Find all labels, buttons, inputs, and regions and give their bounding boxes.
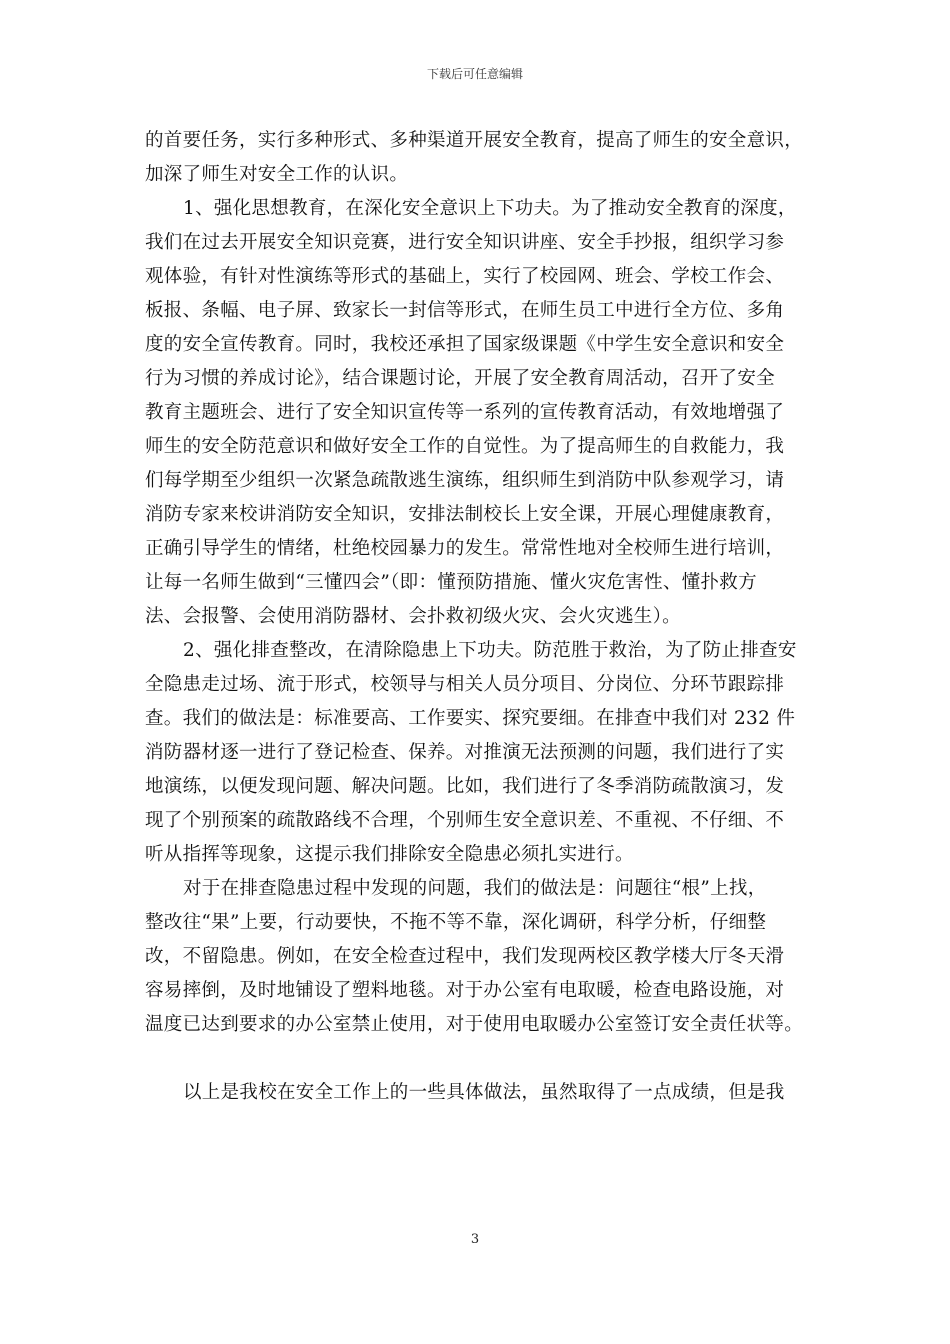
text-line: 教育主题班会、进行了安全知识宣传等一系列的宣传教育活动，有效地增强了 [145,402,785,423]
text-line: 现了个别预案的疏散路线不合理，个别师生安全意识差、不重视、不仔细、不 [145,810,785,831]
text-line: 消防器材逐一进行了登记检查、保养。对推演无法预测的问题，我们进行了实 [145,742,785,763]
paragraph-spacer [145,1042,810,1076]
paragraph-4 [145,872,810,1042]
text-line: 2、强化排查整改，在清除隐患上下功夫。防范胜于救治，为了防止排查安 [183,640,797,661]
page-header: 下载后可任意编辑 [426,67,523,81]
text-line: 观体验，有针对性演练等形式的基础上，实行了校园网、班会、学校工作会、 [145,266,785,287]
text-line: 整改往“果”上要，行动要快，不拖不等不靠，深化调研，科学分析，仔细整 [145,912,767,933]
paragraph-5 [145,1076,810,1110]
text-line: 的首要任务，实行多种形式、多种渠道开展安全教育，提高了师生的安全意识， [145,130,804,151]
paragraph-3 [145,634,810,872]
text-line: 行为习惯的养成讨论》，结合课题讨论，开展了安全教育周活动，召开了安全 [145,368,775,389]
text-line: 对于在排查隐患过程中发现的问题，我们的做法是：问题往“根”上找， [183,878,767,899]
text-line: 法、会报警、会使用消防器材、会扑救初级火灾、会火灾逃生）。 [145,606,681,627]
text-line: 消防专家来校讲消防安全知识，安排法制校长上安全课，开展心理健康教育， [145,504,785,525]
document-body [145,124,810,1110]
text-line: 板报、条幅、电子屏、致家长一封信等形式，在师生员工中进行全方位、多角 [145,300,785,321]
paragraph-1 [145,124,810,192]
text-line: 温度已达到要求的办公室禁止使用，对于使用电取暖办公室签订安全责任状等。 [145,1014,804,1035]
text-line: 1、强化思想教育，在深化安全意识上下功夫。为了推动安全教育的深度， [183,198,797,219]
text-line: 容易摔倒，及时地铺设了塑料地毯。对于办公室有电取暖，检查电路设施，对 [145,980,785,1001]
page-number: 3 [470,1232,480,1247]
text-line: 让每一名师生做到“三懂四会”（即：懂预防措施、懂火灾危害性、懂扑救方 [145,572,757,593]
text-line: 听从指挥等现象，这提示我们排除安全隐患必须扎实进行。 [145,844,634,865]
text-line: 们每学期至少组织一次紧急疏散逃生演练，组织师生到消防中队参观学习，请 [145,470,785,491]
text-line: 正确引导学生的情绪，杜绝校园暴力的发生。常常性地对全校师生进行培训， [145,538,785,559]
text-line: 以上是我校在安全工作上的一些具体做法，虽然取得了一点成绩，但是我 [183,1082,785,1103]
text-line: 地演练，以便发现问题、解决问题。比如，我们进行了冬季消防疏散演习，发 [145,776,785,797]
text-line: 改，不留隐患。例如，在安全检查过程中，我们发现两校区教学楼大厅冬天滑 [145,946,785,967]
text-line: 度的安全宣传教育。同时，我校还承担了国家级课题《中学生安全意识和安全 [145,334,785,355]
text-line: 加深了师生对安全工作的认识。 [145,164,409,185]
text-line: 师生的安全防范意识和做好安全工作的自觉性。为了提高师生的自救能力，我 [145,436,785,457]
text-line: 查。我们的做法是：标准要高、工作要实、探究要细。在排查中我们对 232 件 [145,708,796,729]
paragraph-2 [145,192,810,634]
text-line: 我们在过去开展安全知识竞赛，进行安全知识讲座、安全手抄报，组织学习参 [145,232,785,253]
text-line: 全隐患走过场、流于形式，校领导与相关人员分项目、分岗位、分环节跟踪排 [145,674,785,695]
